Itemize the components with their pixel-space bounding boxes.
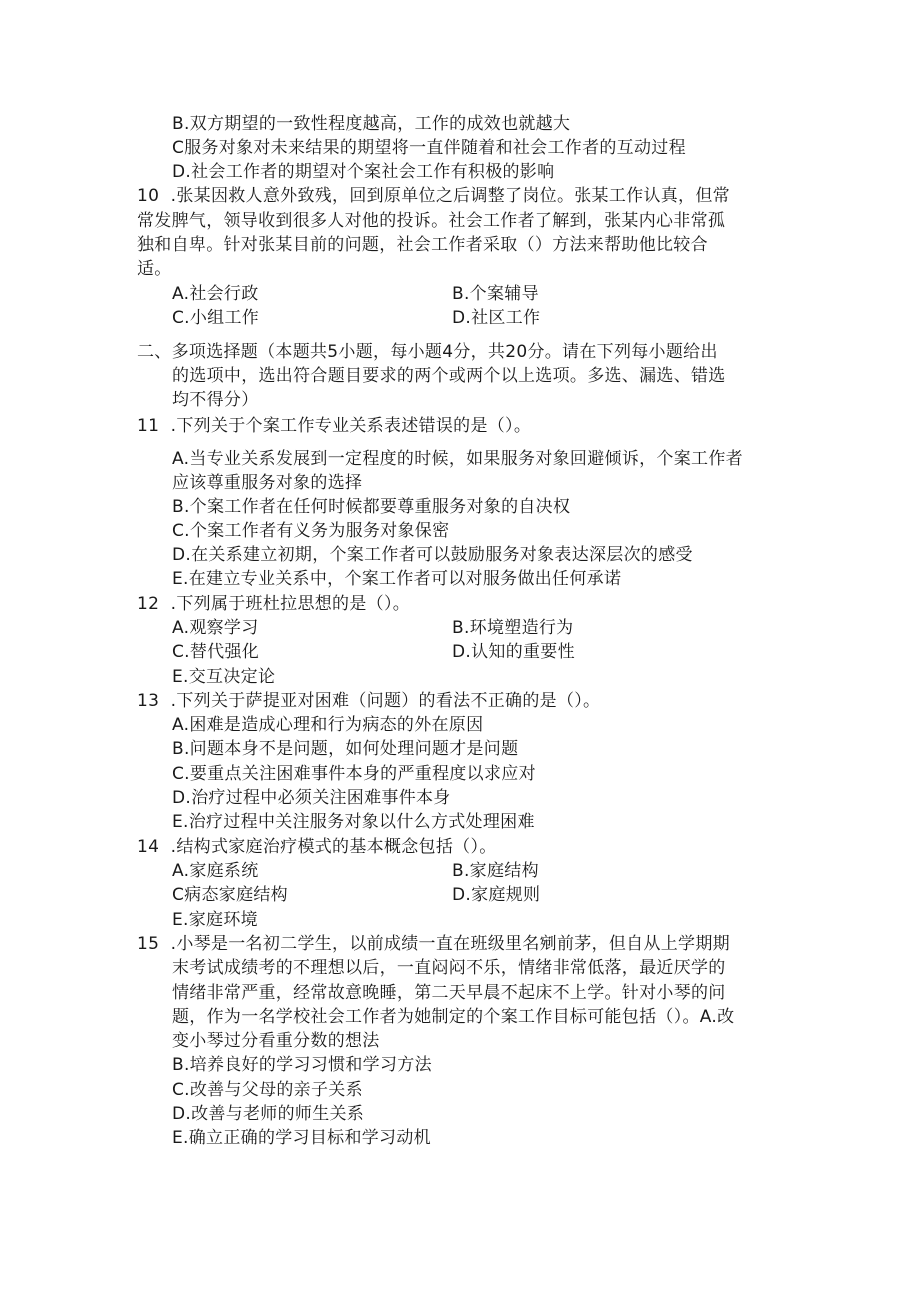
- q14-option-c: C病态家庭结构: [172, 885, 288, 905]
- q10-stem-line-3: 独和自卑。针对张某目前的问题，社会工作者采取（）方法来帮助他比较合: [137, 235, 708, 255]
- q14-option-e: E.家庭环境: [172, 910, 258, 930]
- q9-option-b: B.双方期望的一致性程度越高，工作的成效也就越大: [172, 114, 571, 134]
- q12-stem: 12 .下列属于班杜拉思想的是（）。: [137, 594, 411, 614]
- section-2-heading: 二、多项选择题（本题共5小题，每小题4分，共20分。请在下列每小题给出: [137, 342, 718, 362]
- q12-option-b: B.环境塑造行为: [452, 618, 574, 638]
- q10-stem-line-2: 常发脾气，领导收到很多人对他的投诉。社会工作者了解到，张某内心非常孤: [137, 211, 726, 231]
- q15-stem-line-4: 题，作为一名学校社会工作者为她制定的个案工作目标可能包括（）。A.改: [172, 1007, 735, 1027]
- q13-stem: 13 .下列关于萨提亚对困难（问题）的看法不正确的是（）。: [137, 691, 601, 711]
- q9-option-d: D.社会工作者的期望对个案社会工作有积极的影响: [172, 162, 555, 182]
- q15-stem-line-5: 变小琴过分看重分数的想法: [172, 1031, 380, 1051]
- q12-option-e: E.交互决定论: [172, 667, 276, 687]
- q15-option-c: C.改善与父母的亲子关系: [172, 1080, 363, 1100]
- q11-option-d: D.在关系建立初期，个案工作者可以鼓励服务对象表达深层次的感受: [172, 545, 693, 565]
- q11-option-a-line-1: A.当专业关系发展到一定程度的时候，如果服务对象回避倾诉，个案工作者: [172, 449, 743, 469]
- q15-option-e: E.确立正确的学习目标和学习动机: [172, 1128, 431, 1148]
- q15-stem-line-1: 15 .小琴是一名初二学生，以前成绩一直在班级里名剜前茅，但自从上学期期: [137, 934, 730, 954]
- q15-stem-line-2: 末考试成绩考的不理想以后，一直闷闷不乐，情绪非常低落，最近厌学的: [172, 958, 726, 978]
- q9-option-c: C服务对象对未来结果的期望将一直伴随着和社会工作者的互动过程: [172, 138, 686, 158]
- q14-option-d: D.家庭规则: [452, 885, 541, 905]
- q13-option-e: E.治疗过程中关注服务对象以什么方式处理困难: [172, 812, 535, 832]
- q15-option-b: B.培养良好的学习习惯和学习方法: [172, 1055, 432, 1075]
- q11-stem: 11 .下列关于个案工作专业关系表述错误的是（）。: [137, 416, 532, 436]
- q10-stem-line-1: 10 .张某因救人意外致残，回到原单位之后调整了岗位。张某工作认真，但常: [137, 186, 730, 206]
- q13-option-c: C.要重点关注困难事件本身的严重程度以求应对: [172, 764, 536, 784]
- q10-option-b: B.个案辅导: [452, 284, 539, 304]
- section-2-instructions-line-2: 的选项中，选出符合题目要求的两个或两个以上选项。多选、漏选、错选: [172, 366, 726, 386]
- q11-option-a-line-2: 应该尊重服务对象的选择: [172, 473, 363, 493]
- q10-option-a: A.社会行政: [172, 284, 259, 304]
- q13-option-d: D.治疗过程中必须关注困难事件本身: [172, 788, 451, 808]
- q10-option-d: D.社区工作: [452, 308, 541, 328]
- q14-option-a: A.家庭系统: [172, 861, 259, 881]
- section-2-instructions-line-3: 均不得分）: [172, 390, 259, 410]
- q13-option-a: A.困难是造成心理和行为病态的外在原因: [172, 715, 484, 735]
- q10-option-c: C.小组工作: [172, 308, 260, 328]
- q11-option-e: E.在建立专业关系中，个案工作者可以对服务做出任何承诺: [172, 569, 622, 589]
- q12-option-a: A.观察学习: [172, 618, 259, 638]
- q11-option-c: C.个案工作者有义务为服务对象保密: [172, 521, 450, 541]
- q14-option-b: B.家庭结构: [452, 861, 539, 881]
- q15-option-d: D.改善与老师的师生关系: [172, 1104, 365, 1124]
- q10-stem-line-4: 适。: [137, 259, 172, 279]
- q12-option-c: C.替代强化: [172, 642, 260, 662]
- q15-stem-line-3: 情绪非常严重，经常故意晚睡，第二天早晨不起床不上学。针对小琴的问: [172, 983, 726, 1003]
- q14-stem: 14 .结构式家庭治疗模式的基本概念包括（）。: [137, 837, 497, 857]
- q13-option-b: B.问题本身不是问题，如何处理问题才是问题: [172, 739, 519, 759]
- q11-option-b: B.个案工作者在任何时候都要尊重服务对象的自决权: [172, 497, 571, 517]
- q12-option-d: D.认知的重要性: [452, 642, 575, 662]
